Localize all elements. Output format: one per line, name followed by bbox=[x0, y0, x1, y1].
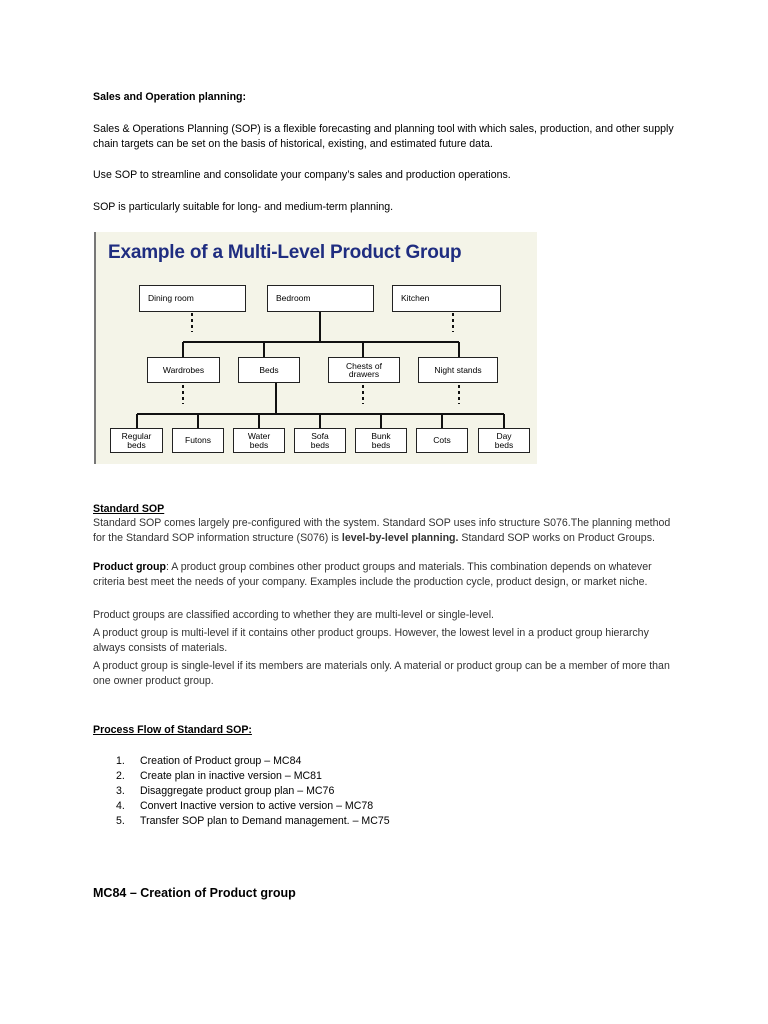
section-heading-sop: Sales and Operation planning: bbox=[93, 91, 247, 103]
planning-paragraph: SOP is particularly suitable for long- and medium-term planning. bbox=[93, 201, 394, 213]
standard-sop-paragraph: Standard SOP comes largely pre-configured with the system. Standard SOP uses info structure S076.The planning method for the Standard SOP information structure (S076) is level-by-level planning. Standard SOP works on Product Groups. bbox=[93, 517, 671, 544]
node-chests-of-drawers: Chests of drawers bbox=[328, 357, 400, 383]
single-level-paragraph: A product group is single-level if its members are materials only. A material or product group can be a member of more than one owner product group. bbox=[93, 660, 670, 687]
node-regular-beds: Regular beds bbox=[110, 428, 163, 453]
list-item: 1. Creation of Product group – MC84 bbox=[116, 755, 302, 767]
node-day-beds: Day beds bbox=[478, 428, 530, 453]
node-beds: Beds bbox=[238, 357, 300, 383]
node-bedroom: Bedroom bbox=[267, 285, 374, 312]
diagram-title: Example of a Multi-Level Product Group bbox=[108, 242, 462, 263]
node-dining-room: Dining room bbox=[139, 285, 246, 312]
node-wardrobes: Wardrobes bbox=[147, 357, 220, 383]
node-bunk-beds: Bunk beds bbox=[355, 428, 407, 453]
product-group-paragraph: Product group: A product group combines other product groups and materials. This combination depends on whatever criteria best meet the needs of your company. Examples include the production cycle, product design, or market niche. bbox=[93, 561, 652, 588]
list-item: 5. Transfer SOP plan to Demand management. – MC75 bbox=[116, 815, 390, 827]
mc84-heading: MC84 – Creation of Product group bbox=[93, 886, 296, 900]
standard-sop-heading: Standard SOP bbox=[93, 503, 165, 515]
node-night-stands: Night stands bbox=[418, 357, 498, 383]
list-item: 2. Create plan in inactive version – MC81 bbox=[116, 770, 322, 782]
process-flow-list bbox=[116, 754, 390, 829]
product-group-diagram bbox=[94, 232, 537, 464]
node-sofa-beds: Sofa beds bbox=[294, 428, 346, 453]
node-kitchen: Kitchen bbox=[392, 285, 501, 312]
classification-paragraph: Product groups are classified according to whether they are multi-level or single-level. bbox=[93, 609, 494, 621]
node-cots: Cots bbox=[416, 428, 468, 453]
list-item: 4. Convert Inactive version to active version – MC78 bbox=[116, 800, 374, 812]
intro-paragraph: Sales & Operations Planning (SOP) is a flexible forecasting and planning tool with which sales, production, and other supply chain targets can be set on the basis of historical, existing, and estimated future data. bbox=[93, 123, 674, 150]
list-item: 3. Disaggregate product group plan – MC76 bbox=[116, 785, 335, 797]
multi-level-paragraph: A product group is multi-level if it contains other product groups. However, the lowest level in a product group hierarchy always consists of materials. bbox=[93, 627, 649, 654]
streamline-paragraph: Use SOP to streamline and consolidate your company’s sales and production operations. bbox=[93, 169, 511, 181]
node-futons: Futons bbox=[172, 428, 224, 453]
process-flow-heading: Process Flow of Standard SOP: bbox=[93, 724, 252, 736]
node-water-beds: Water beds bbox=[233, 428, 285, 453]
